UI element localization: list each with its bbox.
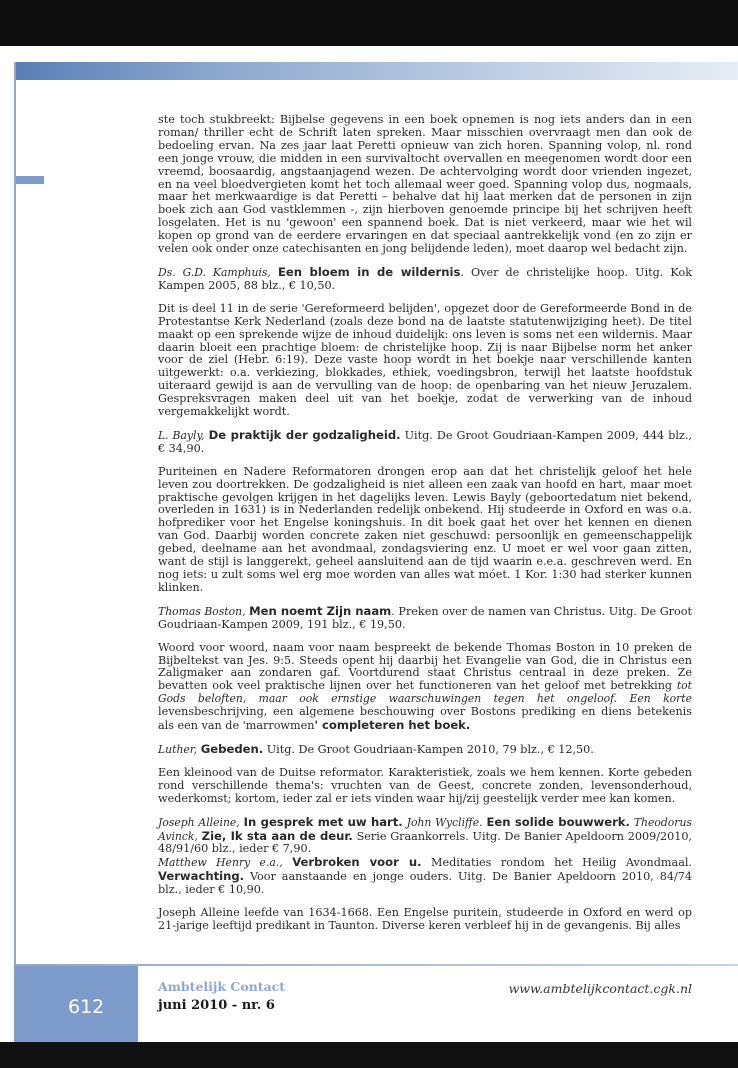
review-author: John Wycliffe.: [406, 815, 483, 829]
review-title: In gesprek met uw hart.: [243, 814, 403, 829]
review-text-part: Woord voor woord, naam voor naam bespreekt de bekende Thomas Boston in 10 preken de Bijbeltekst van Jes. 9:5. Steeds opent hij daarbij het Evangelie van God, die in Christus een Zaligmaker aan zondaren gaf. Voortdurend staat Christus centraal in deze preken. Ze bevatten ook veel praktische lijnen over het functioneren van het geloof met betrekking: [158, 640, 692, 693]
header-color-strip: [14, 62, 738, 80]
review-meta: . Over de christelijke hoop. Uitg. Kok Kampen 2005, 88 blz., € 10,50.: [158, 265, 692, 292]
review-meta: Voor aanstaande en jonge ouders. Uitg. De Banier Apeldoorn 2010, 84/74 blz., ieder € 10,90.: [158, 870, 692, 897]
review-author: Joseph Alleine,: [158, 815, 240, 829]
review-heading: [158, 856, 692, 897]
review-heading: [158, 429, 692, 456]
review-heading: [158, 605, 692, 632]
page-number: 612: [68, 996, 105, 1018]
review-title: Men noemt Zijn naam: [249, 603, 392, 618]
review-text: Puriteinen en Nadere Reformatoren drongen erop aan dat het christelijk geloof het hele leven zou doortrekken. De godzaligheid is niet alleen een zaak van hoofd en hart, maar moet praktische gevolgen krijgen in het dagelijks leven. Lewis Bayly (geboortedatum niet bekend, overleden in 1631) is in Nederlanden redelijk onbekend. Hij studeerde in Oxford en was o.a. hofprediker voor het Engelse koningshuis. In dit boek gaat het over het kennen en dienen van God. Daarbij worden concrete zaken niet geschuwd: persoonlijk en gemeenschappelijk gebed, deelname aan het avondmaal, zondagsviering enz. U moet er wel voor gaan zitten, want de stijl is langgerekt, geheel aansluitend aan de tijd waarin e.e.a. geschreven werd. En nog iets: u zult soms wel erg moe worden van alles wat móet. 1 Kor. 1:30 had sterker kunnen klinken.: [158, 464, 692, 594]
review-meta: Meditaties rondom het Heilig Avondmaal.: [421, 856, 692, 870]
review-title: Verwachting.: [158, 869, 245, 884]
review-author: L. Bayly,: [158, 428, 205, 442]
review-author: Ds. G.D. Kamphuis,: [158, 265, 271, 279]
review-heading: [158, 266, 692, 293]
review-title: Zie, Ik sta aan de deur.: [201, 828, 353, 843]
issue-label: juni 2010 - nr. 6: [158, 998, 275, 1013]
review-title: Een solide bouwwerk.: [486, 814, 630, 829]
review-title: De praktijk der godzaligheid.: [208, 427, 401, 442]
review-heading: [158, 816, 692, 857]
review-meta: Serie Graankorrels. Uitg. De Banier Apeldoorn 2009/2010, 48/91/60 blz., ieder € 7,90.: [158, 829, 692, 856]
left-margin-marker: [16, 176, 44, 184]
left-margin-rule: [14, 62, 16, 1042]
review-text: Een kleinood van de Duitse reformator. Karakteristiek, zoals we hem kennen. Korte gebeden rond verschillende thema's: vruchten van de Geest, concrete zonden, levensonderhoud, wederkomst; kortom, ieder zal er iets vinden waar hij/zij geestelijk verder mee kan komen.: [158, 765, 692, 805]
scan-top-border: [0, 0, 738, 46]
review-text-bold: ' completeren het boek.: [314, 718, 471, 733]
review-meta: Uitg. De Groot Goudriaan-Kampen 2009, 444 blz., € 34,90.: [158, 428, 693, 455]
review-text-italic: tot Gods beloften, maar ook ernstige waarschuwingen tegen het ongeloof. Een korte: [158, 679, 692, 706]
review-author: Thomas Boston,: [158, 604, 246, 618]
review-text: Joseph Alleine leefde van 1634-1668. Een Engelse puritein, studeerde in Oxford en werd op 21-jarige leeftijd predikant in Taunton. Diverse keren verbleef hij in de gevangenis. Bij alles: [158, 906, 692, 932]
review-author: Matthew Henry e.a.,: [158, 856, 283, 870]
review-author: Luther,: [158, 742, 198, 756]
review-title: Gebeden.: [200, 741, 264, 756]
scan-bottom-border: [0, 1042, 738, 1068]
review-text: [158, 642, 692, 733]
review-text: Dit is deel 11 in de serie 'Gereformeerd belijden', opgezet door de Gereformeerde Bond in de Protestantse Kerk Nederland (zoals deze bond na de laatste statutenwijziging heet). De titel maakt op een sprekende wijze de inhoud duidelijk: ons leven is soms net een wildernis. Maar daarin bloeit een prachtige bloem: de christelijke hoop. Zij is naar Bijbelse norm het anker voor de ziel (Hebr. 6:19). Deze vaste hoop wordt in het boekje naar verschillende kanten uitgewerkt: o.a. verkiezing, blokkades, ethiek, voedingsbron, terwijl het laatste hoofdstuk uiteraard gewijd is aan de vervulling van de hoop: de openbaring van het nieuw Jeruzalem. Gespreksvragen maken deel uit van het boekje, zodat de verwerking van de inhoud vergemakkelijkt wordt.: [158, 301, 692, 419]
page-number-box: [14, 966, 138, 1042]
intro-paragraph: ste toch stukbreekt: Bijbelse gegevens in een boek opnemen is nog iets anders dan in een roman/ thriller echt de Schrift laten spreken. Maar misschien overvraagt men dan ook de bedoeling ervan. Na zes jaar laat Peretti opnieuw van zich horen. Spanning volop, nl. rond een jonge vrouw, die midden in een survivaltocht overvallen en meegenomen wordt door een vreemd, boosaardig, angstaanjagend wezen. De achtervolging wordt door vrienden ingezet, en na veel bloedvergieten komt het toch allemaal weer goed. Spanning volop dus, nogmaals, maar het merkwaardige is dat Peretti – behalve dat hij laat merken dat de personen in zijn boek zich aan God vastklemmen -, zijn hierboven genoemde principe bij het schrijven heeft losgelaten. Het is nu 'gewoon' een spannend boek. Dat is niet verkeerd, maar wie het wil kopen op grond van de eerdere ervaringen en dat speciaal aantrekkelijk vond (en zo zijn er velen ook onder onze catechisanten en jong belijdende leden), moet daarop wel bedacht zijn.: [158, 113, 692, 256]
review-title: Een bloem in de wildernis: [277, 264, 461, 279]
website-link[interactable]: www.ambtelijkcontact.cgk.nl: [508, 981, 692, 996]
magazine-title: Ambtelijk Contact: [158, 979, 286, 994]
article-body: [158, 114, 692, 933]
review-text-part: levensbeschrijving, een algemene beschouwing over Bostons prediking en diens betekenis als een van de 'marrowmen: [158, 705, 692, 733]
review-meta: Uitg. De Groot Goudriaan-Kampen 2010, 79 blz., € 12,50.: [263, 742, 594, 756]
review-heading: [158, 743, 692, 757]
review-title: Verbroken voor u.: [292, 855, 422, 870]
review-author: Theodorus Avinck,: [158, 815, 692, 843]
review-meta: . Preken over de namen van Christus. Uitg. De Groot Goudriaan-Kampen 2009, 191 blz., € 19,50.: [158, 604, 692, 631]
